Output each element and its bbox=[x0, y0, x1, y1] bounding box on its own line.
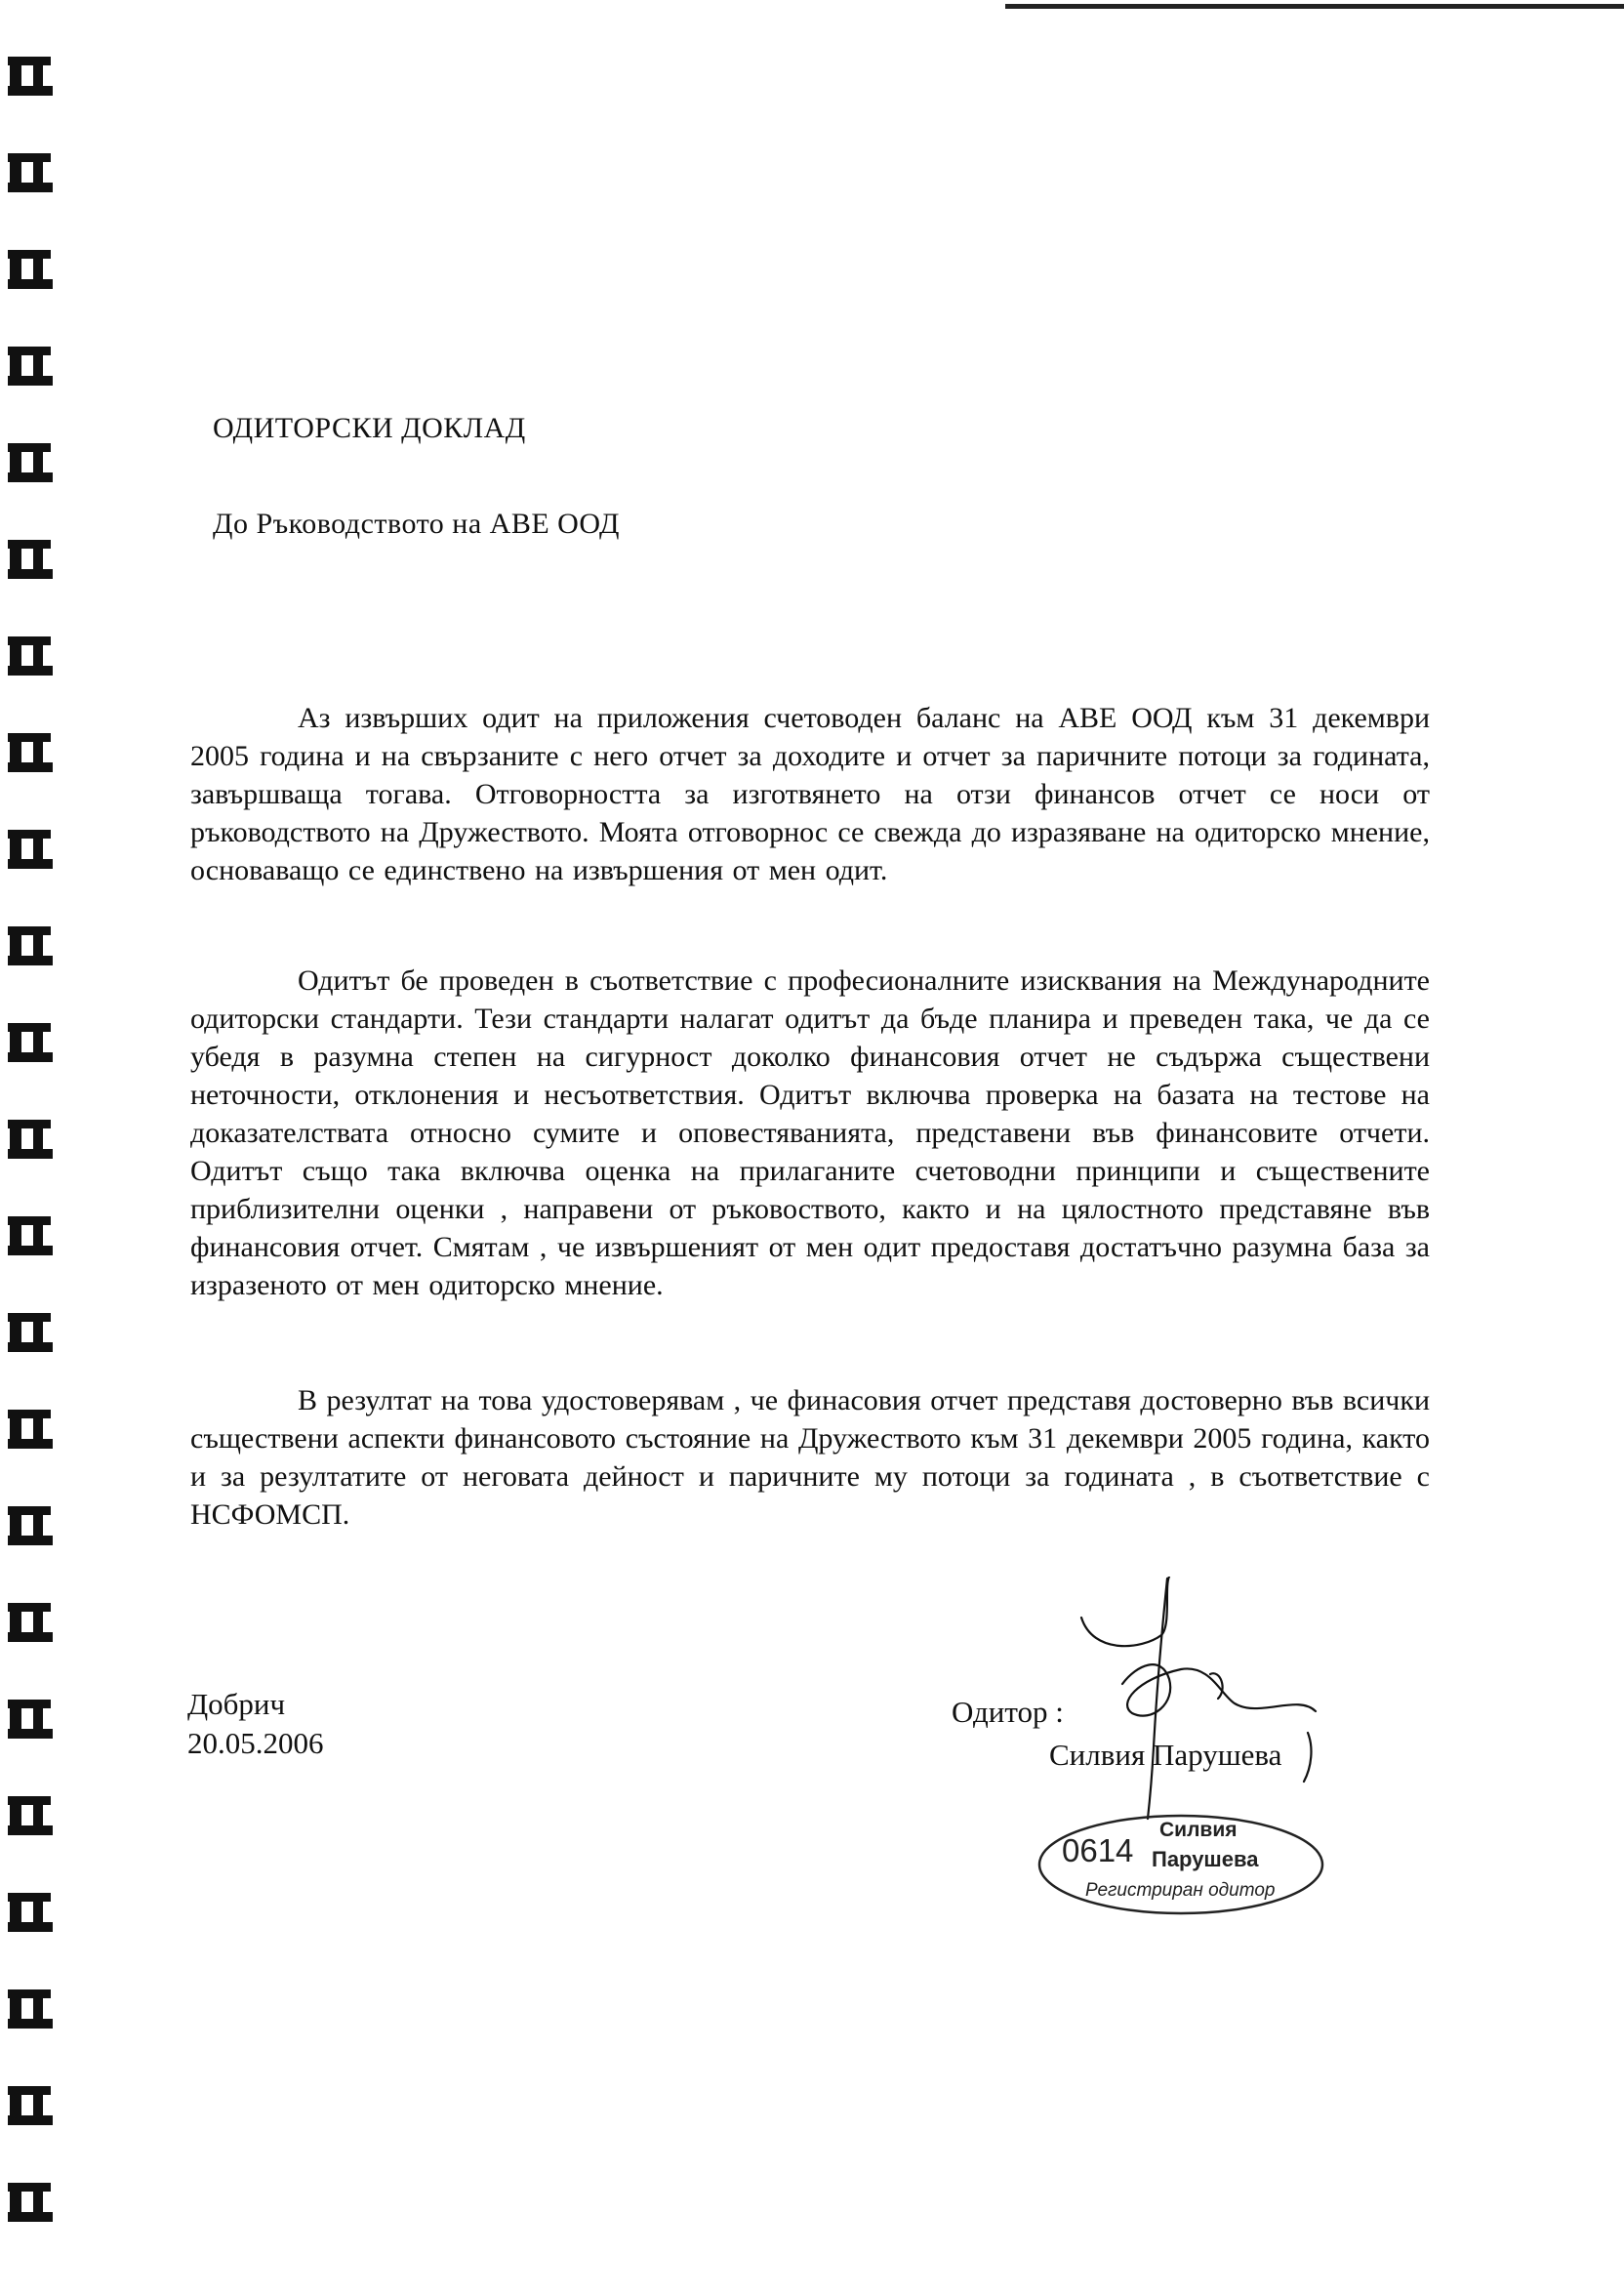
binding-ring bbox=[8, 1796, 53, 1835]
paragraph-2-block bbox=[190, 962, 1430, 1304]
stamp-number: 0614 bbox=[1062, 1832, 1134, 1868]
binding-ring bbox=[8, 540, 53, 579]
binding-ring bbox=[8, 1023, 53, 1062]
stamp-first-name: Силвия bbox=[1159, 1819, 1238, 1841]
binding-ring bbox=[8, 443, 53, 482]
handwritten-signature bbox=[1064, 1577, 1318, 1821]
binding-ring bbox=[8, 1700, 53, 1739]
paragraph-2: Одитът бе проведен в съответствие с професионалните изисквания на Международните одиторски стандарти. Тези стандарти налагат одитът да бъде планира и преведен така, че да се убедя в разумна степен на сигурност доколко финансовия отчет не съдържа съществени неточности, отклонения и несъответствия. Одитът включва проверка на базата на тестове на доказателствата относно сумите и оповестяванията, представени във финансовите отчети. Одитът също така включва оценка на прилаганите счетоводни принципи и съществените приблизителни оценки , направени от ръковоството, както и на цялостното представяне във финансовия отчет. Смятам , че извършеният от мен одит предоставя достатъчно разумна база за изразеното от мен одиторско мнение. bbox=[190, 964, 1430, 1301]
binding-ring bbox=[8, 926, 53, 965]
binding-ring bbox=[8, 347, 53, 386]
binding-ring bbox=[8, 153, 53, 192]
binding-ring bbox=[8, 1313, 53, 1352]
city-name: Добрич bbox=[187, 1687, 286, 1721]
binding-ring bbox=[8, 57, 53, 96]
binding-ring bbox=[8, 636, 53, 676]
stamp-role: Регистриран одитор bbox=[1085, 1880, 1276, 1901]
binding-ring bbox=[8, 1893, 53, 1932]
auditor-stamp bbox=[1035, 1811, 1327, 1918]
paragraph-3-block bbox=[190, 1381, 1430, 1534]
binding-ring bbox=[8, 1603, 53, 1642]
paragraph-1: Аз извърших одит на приложения счетоводен баланс на АВЕ ООД към 31 декември 2005 година и на свързаните с него отчет за доходите и отчет за паричните потоци за годината, завършваща тогава. Отговорността за изготвянето на отзи финансов отчет се носи от ръководството на Дружеството. Моята отговорнос се свежда до изразяване на одиторско мнение, основаващо се единствено на извършения от мен одит. bbox=[190, 702, 1430, 886]
paragraph-1-block bbox=[190, 699, 1430, 889]
binding-ring bbox=[8, 733, 53, 772]
binding-ring bbox=[8, 830, 53, 869]
top-edge-rule bbox=[1005, 4, 1624, 9]
place-and-date bbox=[187, 1685, 324, 1763]
binding-ring bbox=[8, 1506, 53, 1545]
report-date: 20.05.2006 bbox=[187, 1726, 324, 1760]
binding-ring bbox=[8, 2183, 53, 2222]
binding-ring bbox=[8, 2086, 53, 2125]
binding-ring bbox=[8, 1989, 53, 2029]
binding-ring bbox=[8, 1120, 53, 1159]
binding-ring bbox=[8, 1410, 53, 1449]
spiral-binding bbox=[0, 0, 59, 2296]
binding-ring bbox=[8, 250, 53, 289]
binding-ring bbox=[8, 1216, 53, 1255]
stamp-last-name: Парушева bbox=[1152, 1847, 1259, 1871]
auditor-label: Одитор : bbox=[952, 1695, 1064, 1729]
paragraph-3: В резултат на това удостоверявам , че финасовия отчет представя достоверно във всички съществени аспекти финансовото състояние на Дружеството към 31 декември 2005 година, както и за резултатите от неговата дейност и паричните му потоци за годината , в съответствие с НСФОМСП. bbox=[190, 1384, 1431, 1531]
report-title: ОДИТОРСКИ ДОКЛАД bbox=[213, 412, 526, 444]
addressee-line: До Ръководството на АВЕ ООД bbox=[213, 508, 620, 540]
auditor-name: Силвия Парушева bbox=[1049, 1738, 1282, 1772]
